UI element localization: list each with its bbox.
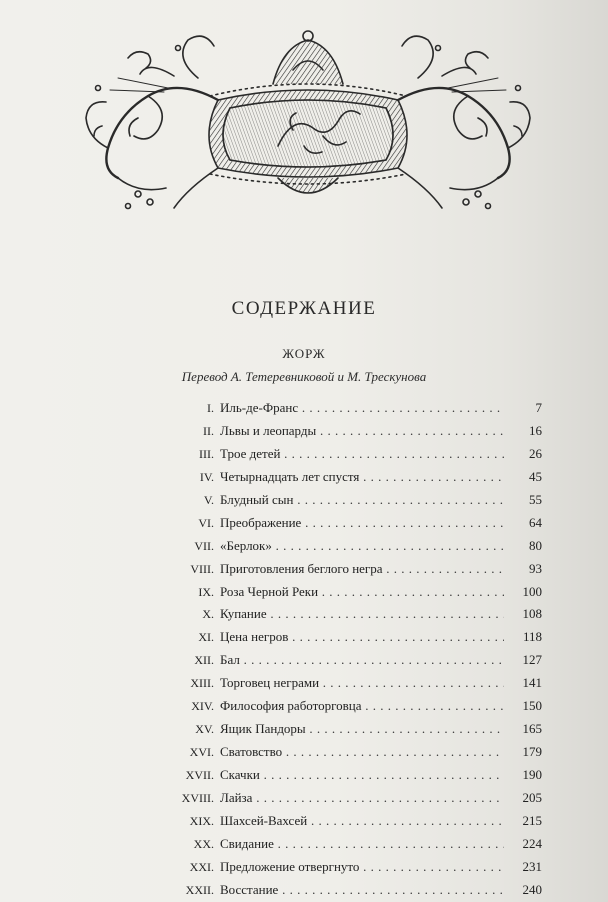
page-number: 179 bbox=[522, 744, 542, 760]
toc-entry bbox=[98, 420, 542, 443]
chapter-number: XV. bbox=[195, 722, 214, 737]
chapter-number: VI. bbox=[198, 515, 214, 530]
page-number: 55 bbox=[529, 491, 542, 507]
page-number: 231 bbox=[522, 858, 542, 874]
chapter-title: Львы и леопарды . . . bbox=[220, 420, 504, 442]
baroque-ornament-icon bbox=[78, 18, 538, 218]
toc-entry bbox=[98, 879, 542, 902]
contents-heading: СОДЕРЖАНИЕ bbox=[231, 298, 377, 319]
chapter-number: XX. bbox=[193, 836, 214, 851]
toc-entry bbox=[98, 581, 542, 604]
chapter-title: Преображение . . . bbox=[220, 512, 504, 534]
toc-entry bbox=[98, 626, 542, 649]
toc-entry bbox=[98, 741, 542, 764]
page-number: 118 bbox=[522, 629, 542, 645]
toc-entry bbox=[98, 856, 542, 879]
chapter-number: VII. bbox=[194, 538, 214, 553]
chapter-title: Роза Черной Реки . . . bbox=[220, 581, 504, 603]
chapter-number: XIII. bbox=[190, 676, 214, 691]
toc-list bbox=[98, 397, 542, 902]
page-number: 190 bbox=[522, 767, 542, 782]
toc-entry bbox=[98, 764, 542, 787]
chapter-title: Приготовления беглого негра . . . bbox=[220, 558, 504, 580]
page-number: 205 bbox=[522, 789, 542, 805]
page-number: 224 bbox=[522, 835, 542, 851]
chapter-number: XII. bbox=[194, 653, 214, 668]
chapter-number: XXI. bbox=[189, 859, 214, 874]
chapter-number: XI. bbox=[198, 630, 214, 645]
toc-entry bbox=[98, 649, 542, 672]
page-number: 7 bbox=[535, 400, 542, 415]
chapter-number: XVI. bbox=[189, 745, 214, 760]
chapter-title: Скачки . . . bbox=[220, 764, 504, 786]
toc-entry bbox=[98, 787, 542, 810]
chapter-title: Торговец неграми . . . bbox=[220, 672, 504, 694]
page-number: 80 bbox=[529, 537, 542, 553]
page-number: 26 bbox=[529, 445, 542, 461]
chapter-number: IX. bbox=[198, 584, 214, 599]
toc-entry bbox=[98, 603, 542, 626]
toc-entry bbox=[98, 810, 542, 833]
page-number: 240 bbox=[522, 881, 542, 897]
toc-entry bbox=[98, 695, 542, 718]
chapter-number: III. bbox=[199, 446, 214, 461]
chapter-title: Ящик Пандоры . . . bbox=[220, 718, 504, 740]
chapter-number: VIII. bbox=[190, 561, 214, 576]
toc-entry bbox=[98, 489, 542, 512]
translator-credit: Перевод А. Тетеревниковой и М. Трескунова bbox=[181, 369, 427, 384]
page-number: 93 bbox=[529, 560, 542, 576]
chapter-number: V. bbox=[203, 492, 214, 507]
chapter-title: «Берлок» . . . bbox=[220, 535, 504, 557]
chapter-title: Восстание . . . bbox=[220, 879, 504, 901]
page-number: 150 bbox=[522, 698, 542, 714]
chapter-number: XIV. bbox=[191, 699, 214, 714]
page-number: 141 bbox=[522, 675, 542, 691]
toc-entry bbox=[98, 718, 542, 741]
chapter-title: Сватовство . . . bbox=[220, 741, 504, 763]
toc-entry bbox=[98, 512, 542, 535]
toc-entry bbox=[98, 466, 542, 489]
page-number: 45 bbox=[529, 468, 542, 484]
chapter-title: Лайза . . . bbox=[220, 787, 504, 809]
page-number: 108 bbox=[522, 606, 542, 622]
page-number: 64 bbox=[529, 514, 542, 530]
chapter-title: Иль-де-Франс . . . bbox=[220, 397, 504, 419]
toc-entry bbox=[98, 833, 542, 856]
toc-entry bbox=[98, 443, 542, 466]
chapter-number: XVII. bbox=[185, 768, 214, 782]
chapter-number: II. bbox=[203, 423, 214, 438]
page-number: 100 bbox=[522, 583, 542, 599]
chapter-title: Трое детей . . . bbox=[220, 443, 504, 465]
page-number: 165 bbox=[522, 721, 542, 737]
chapter-title: Философия работорговца . . . bbox=[220, 695, 504, 717]
page-number: 215 bbox=[522, 812, 542, 828]
page-number: 127 bbox=[522, 652, 542, 668]
toc-entry bbox=[98, 558, 542, 581]
chapter-title: Бал . . . bbox=[220, 649, 504, 671]
chapter-title: Блудный сын . . . bbox=[220, 489, 504, 511]
chapter-title: Купание . . . bbox=[220, 603, 504, 625]
chapter-title: Четырнадцать лет спустя . . . bbox=[220, 466, 504, 488]
chapter-number: XVIII. bbox=[181, 790, 214, 805]
chapter-title: Цена негров . . . bbox=[220, 626, 504, 648]
chapter-number: I. bbox=[207, 401, 214, 415]
chapter-number: XXII. bbox=[185, 882, 214, 897]
page-number: 16 bbox=[529, 422, 542, 438]
section-title: ЖОРЖ bbox=[282, 346, 326, 361]
toc-entry bbox=[98, 397, 542, 420]
chapter-number: IV. bbox=[199, 469, 214, 484]
chapter-number: XIX. bbox=[189, 813, 214, 828]
chapter-number: X. bbox=[202, 607, 214, 622]
toc-entry bbox=[98, 535, 542, 558]
toc-entry bbox=[98, 672, 542, 695]
chapter-title: Свидание . . . bbox=[220, 833, 504, 855]
chapter-title: Шахсей-Вахсей . . . bbox=[220, 810, 504, 832]
chapter-title: Предложение отвергнуто . . . bbox=[220, 856, 504, 878]
